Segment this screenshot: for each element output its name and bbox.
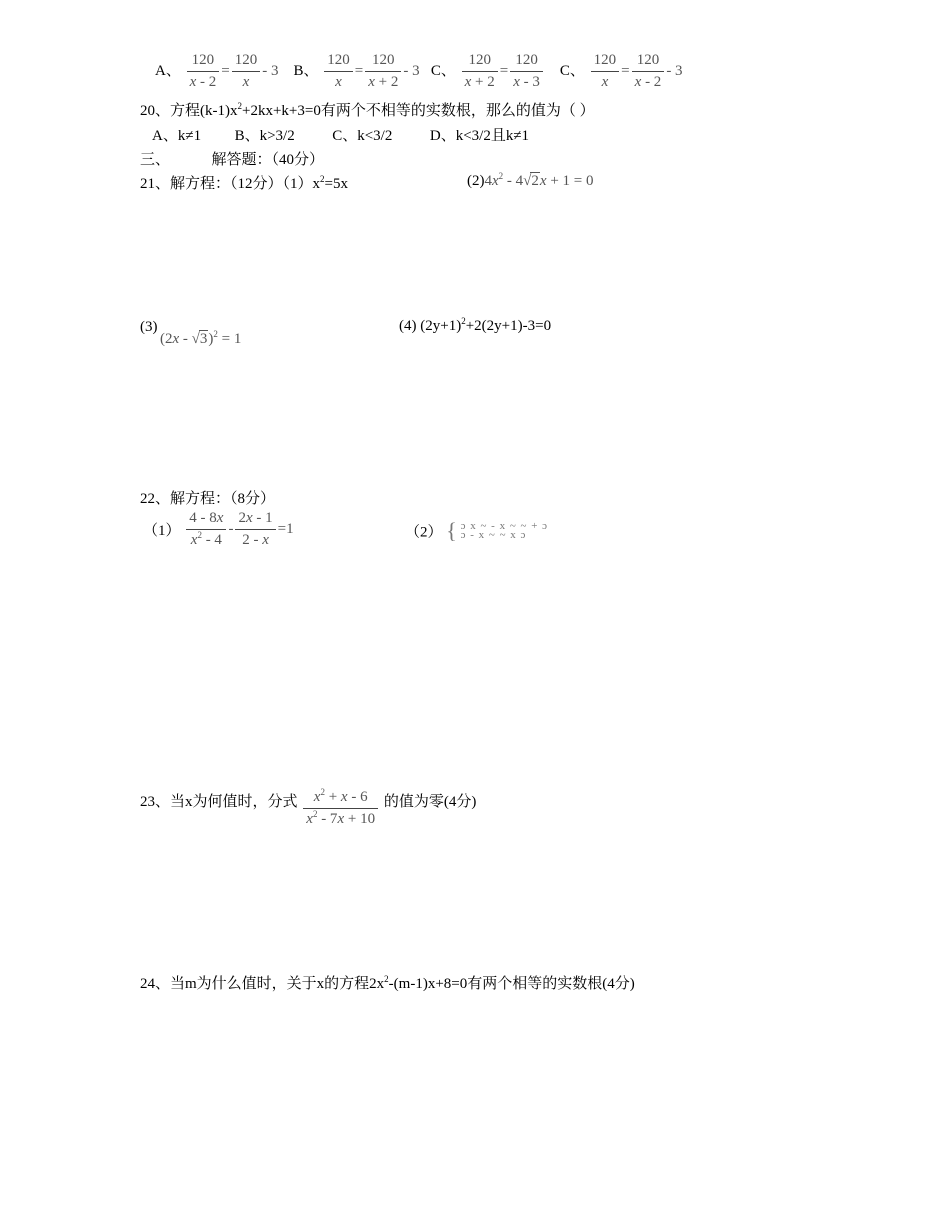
equals: = — [221, 62, 230, 79]
q20-option-b: B、k>3/2 — [234, 128, 295, 144]
equals-one: =1 — [277, 520, 294, 537]
numerator: 120 — [462, 52, 498, 72]
numerator: $x^2 + x - 6$ — [303, 789, 378, 809]
radicand: 2 — [531, 173, 539, 189]
section-number: 三、 — [140, 152, 171, 168]
part-label: (2) — [467, 173, 485, 189]
q22-header: 22、解方程：（8分） — [140, 491, 276, 507]
tail-term: - 3 — [666, 62, 683, 79]
denominator: x — [335, 74, 342, 90]
q21-header: 21、解方程：（12分）$(1)x^2=5x$ — [140, 174, 348, 192]
q22-part2-system: ɔ x ~ - x ~ ~ + ɔ ɔ - x ~ ~ x ɔ — [460, 520, 549, 541]
denominator: x — [601, 74, 609, 90]
fraction — [324, 52, 353, 91]
denominator: $x^2 - 4$ — [190, 530, 222, 548]
q22-part1-equation — [184, 510, 294, 548]
section-title: 解答题：（40分） — [211, 152, 325, 168]
q19-option-c1-equation — [460, 52, 549, 90]
q24: 24、当m为什么值时，关于x的方程$2x^2-(m-1)x+8=0$有两个相等的实数根(4分) — [140, 974, 635, 992]
q22-part1 — [143, 510, 294, 549]
tail-term: - 3 — [403, 62, 420, 79]
denominator: x — [242, 74, 250, 90]
q19-option-b-equation — [322, 52, 423, 90]
numerator: 120 — [365, 52, 401, 72]
q19-option-c2-equation — [589, 52, 683, 90]
denominator: x + 2 — [368, 74, 399, 90]
q19-option-c1-label: C、 — [430, 62, 456, 79]
numerator: 120 — [632, 52, 665, 72]
sqrt-symbol: √ — [191, 331, 200, 347]
radicand: 3 — [199, 331, 208, 347]
q21-part2-equation: $4x^2 - 4√2x + 1 = 0$ — [484, 171, 594, 189]
q23: 23、当x为何值时，分式 $\frac{x^2 + x - 6}{x^2 - 7x + 10}$ 的值为零(4分) — [140, 787, 477, 827]
numerator: 4 - 8x — [186, 510, 226, 530]
q23-fraction — [303, 789, 378, 828]
part-label: （2） — [405, 524, 443, 541]
left-brace: { — [446, 518, 457, 543]
fraction — [591, 52, 620, 91]
q20-option-c: C、k<3/2 — [332, 128, 393, 144]
denominator: x - 2 — [189, 74, 217, 90]
fraction — [232, 52, 261, 91]
numerator: 120 — [324, 52, 353, 72]
q20-stem: 20、方程$(k-1)x^2+2kx+k+3=0$有两个不相等的实数根，那么的值为（ ） — [140, 101, 595, 119]
numerator: 120 — [591, 52, 620, 72]
q21-part3-equation: (2x - √3)$^2$ = 1 — [160, 329, 242, 347]
equals: = — [499, 62, 509, 79]
q20-options — [152, 124, 529, 145]
denominator: 2 - x — [242, 532, 269, 548]
q19-option-a-label: A、 — [155, 62, 181, 79]
q19-option-b-label: B、 — [293, 62, 319, 79]
part-label: （1） — [143, 523, 181, 539]
denominator: x - 3 — [513, 74, 540, 90]
q21-part4: (4) $(2y+1)^2+2(2y+1)-3=0$ — [399, 316, 552, 334]
q19-option-a-equation — [185, 52, 283, 90]
fraction — [365, 52, 401, 91]
q22-part2 — [405, 518, 548, 544]
numerator: 2x - 1 — [235, 510, 275, 530]
minus: - — [228, 520, 234, 537]
denominator: $x^2 - 7x + 10$ — [306, 809, 376, 827]
denominator: x - 2 — [634, 74, 662, 90]
fraction — [462, 52, 498, 91]
q21-part3-label: (3) — [140, 319, 158, 335]
fraction — [632, 52, 665, 91]
fraction — [235, 510, 275, 549]
q21-part2 — [467, 172, 594, 190]
q19-option-c2-label: C、 — [559, 62, 585, 79]
fraction — [187, 52, 220, 91]
q19-options-row — [155, 52, 683, 91]
equals: = — [354, 62, 364, 79]
fraction — [186, 510, 226, 549]
q20-option-a: A、k≠1 — [152, 128, 202, 144]
sqrt-symbol: √ — [523, 173, 532, 189]
q20-option-d: D、k<3/2且k≠1 — [429, 128, 530, 144]
equals: = — [621, 62, 630, 79]
fraction — [510, 52, 543, 91]
numerator: 120 — [187, 52, 220, 72]
numerator: 120 — [510, 52, 543, 72]
numerator: 120 — [232, 52, 261, 72]
tail-term: - 3 — [262, 62, 279, 79]
section-heading — [140, 148, 324, 169]
denominator: x + 2 — [464, 74, 495, 90]
